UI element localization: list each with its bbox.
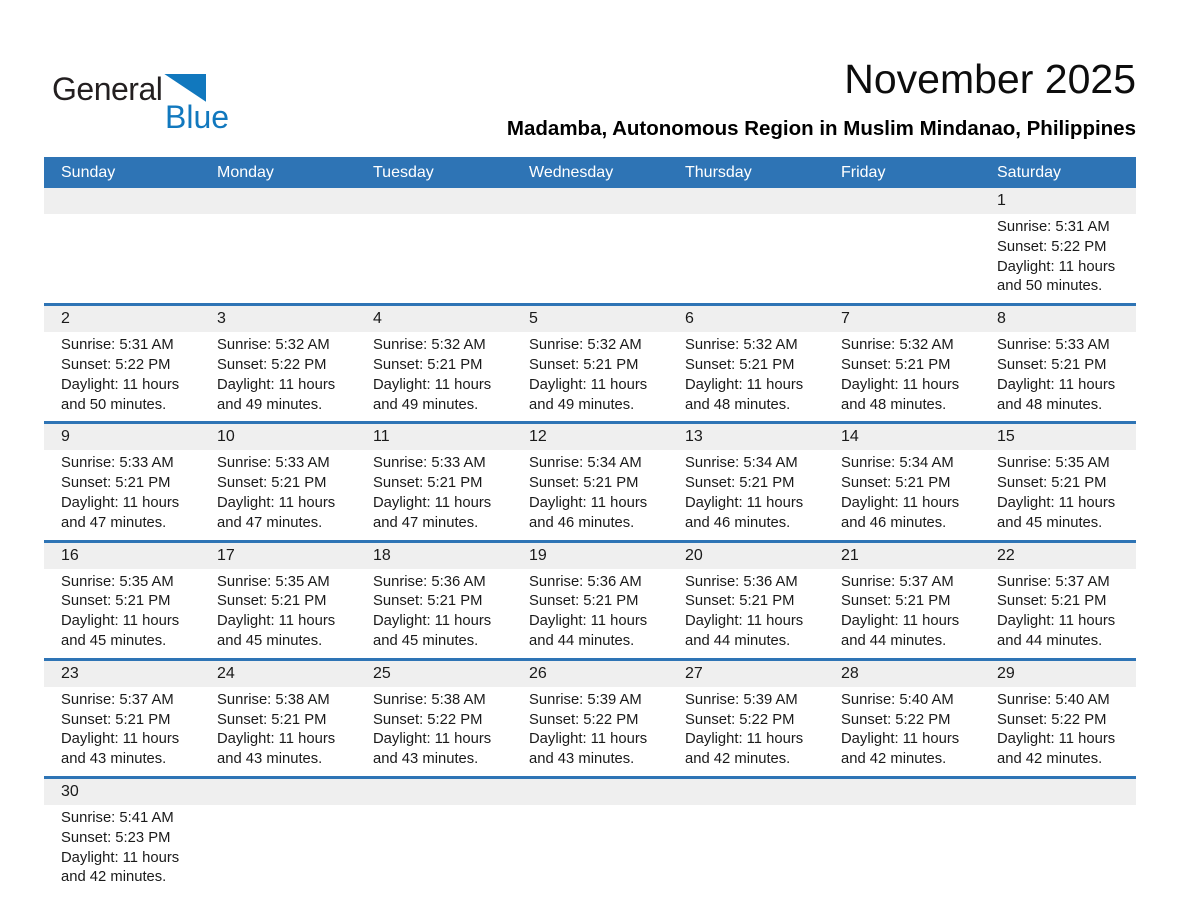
- week-row: [44, 424, 1136, 542]
- day-number: [44, 188, 200, 214]
- detail-line: Sunset: 5:22 PM: [841, 711, 951, 728]
- empty-cell: [512, 779, 668, 894]
- detail-line: Daylight: 11 hours: [373, 494, 492, 511]
- detail-line: Sunset: 5:21 PM: [685, 356, 795, 373]
- detail-line: Sunrise: 5:38 AM: [373, 691, 486, 708]
- day-number: [512, 779, 668, 805]
- detail-line: Sunset: 5:21 PM: [685, 593, 795, 610]
- detail-line: Sunrise: 5:34 AM: [841, 455, 954, 472]
- day-cell: [512, 424, 668, 539]
- detail-line: Daylight: 11 hours: [997, 731, 1116, 748]
- day-cell: [668, 424, 824, 539]
- day-number: 16: [44, 543, 200, 569]
- day-number: 23: [44, 661, 200, 687]
- day-cell: [200, 424, 356, 539]
- detail-line: Daylight: 11 hours: [685, 613, 804, 630]
- day-number: 11: [356, 424, 512, 450]
- detail-line: Daylight: 11 hours: [61, 376, 180, 393]
- day-number: 3: [200, 306, 356, 332]
- day-cell: [980, 543, 1136, 658]
- detail-line: Sunset: 5:21 PM: [373, 356, 483, 373]
- detail-line: Sunset: 5:21 PM: [61, 711, 171, 728]
- day-number: 24: [200, 661, 356, 687]
- detail-line: Daylight: 11 hours: [61, 494, 180, 511]
- detail-line: and 44 minutes.: [529, 632, 635, 649]
- detail-line: Sunset: 5:22 PM: [997, 238, 1107, 255]
- location-subtitle: Madamba, Autonomous Region in Muslim Mindanao, Philippines: [506, 117, 1136, 140]
- day-cell: [980, 661, 1136, 776]
- empty-cell: [824, 188, 980, 303]
- detail-line: and 43 minutes.: [529, 751, 635, 768]
- detail-line: Sunrise: 5:35 AM: [217, 573, 330, 590]
- day-details: [356, 450, 512, 539]
- detail-line: and 47 minutes.: [61, 514, 167, 531]
- day-details: [44, 332, 200, 421]
- detail-line: Daylight: 11 hours: [685, 494, 804, 511]
- day-number: [980, 779, 1136, 805]
- day-cell: [980, 306, 1136, 421]
- day-number: 27: [668, 661, 824, 687]
- day-details: [512, 687, 668, 776]
- day-cell: [668, 661, 824, 776]
- detail-line: Daylight: 11 hours: [529, 613, 648, 630]
- day-cell: [824, 543, 980, 658]
- day-details: [356, 332, 512, 421]
- detail-line: Daylight: 11 hours: [61, 849, 180, 866]
- weekday-header-cell: Saturday: [997, 163, 1062, 181]
- day-details: [200, 450, 356, 539]
- day-number: 30: [44, 779, 200, 805]
- detail-line: Sunrise: 5:32 AM: [841, 337, 954, 354]
- empty-cell: [200, 779, 356, 894]
- weekday-header-cell: Sunday: [61, 163, 116, 181]
- detail-line: and 45 minutes.: [217, 632, 323, 649]
- day-cell: [668, 543, 824, 658]
- day-cell: [44, 306, 200, 421]
- calendar-table: [44, 157, 1136, 894]
- day-number: 20: [668, 543, 824, 569]
- detail-line: Sunrise: 5:33 AM: [373, 455, 486, 472]
- day-cell: [44, 424, 200, 539]
- day-cell: [200, 543, 356, 658]
- day-details: [44, 805, 200, 894]
- detail-line: Daylight: 11 hours: [841, 376, 960, 393]
- detail-line: Sunrise: 5:39 AM: [685, 691, 798, 708]
- weekday-header-row: [44, 157, 1136, 188]
- detail-line: Sunrise: 5:33 AM: [61, 455, 174, 472]
- day-cell: [356, 306, 512, 421]
- day-details: [44, 569, 200, 658]
- empty-cell: [668, 779, 824, 894]
- detail-line: and 44 minutes.: [841, 632, 947, 649]
- day-cell: [200, 661, 356, 776]
- day-cell: [512, 661, 668, 776]
- detail-line: and 50 minutes.: [997, 278, 1103, 295]
- detail-line: and 49 minutes.: [373, 396, 479, 413]
- detail-line: and 48 minutes.: [841, 396, 947, 413]
- detail-line: and 45 minutes.: [997, 514, 1103, 531]
- detail-line: Daylight: 11 hours: [217, 731, 336, 748]
- day-cell: [824, 424, 980, 539]
- detail-line: Sunrise: 5:33 AM: [997, 337, 1110, 354]
- empty-cell: [512, 188, 668, 303]
- detail-line: Sunset: 5:22 PM: [997, 711, 1107, 728]
- day-details: [44, 687, 200, 776]
- day-number: 12: [512, 424, 668, 450]
- day-details: [824, 687, 980, 776]
- day-cell: [44, 543, 200, 658]
- day-details: [512, 332, 668, 421]
- day-number: 7: [824, 306, 980, 332]
- detail-line: and 43 minutes.: [217, 751, 323, 768]
- detail-line: Sunrise: 5:34 AM: [529, 455, 642, 472]
- day-number: 26: [512, 661, 668, 687]
- detail-line: and 44 minutes.: [997, 632, 1103, 649]
- detail-line: Sunset: 5:21 PM: [529, 593, 639, 610]
- weekday-header-cell: Friday: [841, 163, 886, 181]
- day-number: 1: [980, 188, 1136, 214]
- day-details: [824, 332, 980, 421]
- detail-line: Sunset: 5:21 PM: [997, 356, 1107, 373]
- day-number: 13: [668, 424, 824, 450]
- detail-line: Daylight: 11 hours: [529, 494, 648, 511]
- day-details: [356, 569, 512, 658]
- detail-line: and 42 minutes.: [61, 869, 167, 886]
- weekday-header-cell: Monday: [217, 163, 274, 181]
- detail-line: and 45 minutes.: [373, 632, 479, 649]
- day-details: [980, 569, 1136, 658]
- day-details: [200, 332, 356, 421]
- day-cell: [824, 661, 980, 776]
- detail-line: and 46 minutes.: [529, 514, 635, 531]
- detail-line: and 42 minutes.: [841, 751, 947, 768]
- detail-line: Sunrise: 5:37 AM: [61, 691, 174, 708]
- detail-line: Sunset: 5:21 PM: [373, 475, 483, 492]
- detail-line: and 48 minutes.: [685, 396, 791, 413]
- day-details: [668, 569, 824, 658]
- detail-line: Sunset: 5:21 PM: [685, 475, 795, 492]
- day-number: 14: [824, 424, 980, 450]
- detail-line: Sunset: 5:22 PM: [217, 356, 327, 373]
- detail-line: Daylight: 11 hours: [997, 376, 1116, 393]
- day-number: [824, 779, 980, 805]
- detail-line: Sunset: 5:22 PM: [373, 711, 483, 728]
- detail-line: Daylight: 11 hours: [685, 376, 804, 393]
- detail-line: Daylight: 11 hours: [373, 376, 492, 393]
- detail-line: Sunset: 5:22 PM: [61, 356, 171, 373]
- day-details: [980, 687, 1136, 776]
- day-cell: [512, 306, 668, 421]
- day-details: [824, 569, 980, 658]
- detail-line: Sunset: 5:22 PM: [685, 711, 795, 728]
- week-row: [44, 188, 1136, 306]
- detail-line: Sunrise: 5:32 AM: [685, 337, 798, 354]
- day-number: 2: [44, 306, 200, 332]
- detail-line: Sunrise: 5:32 AM: [373, 337, 486, 354]
- empty-cell: [356, 188, 512, 303]
- day-number: 18: [356, 543, 512, 569]
- day-number: [824, 188, 980, 214]
- day-number: 9: [44, 424, 200, 450]
- day-number: 15: [980, 424, 1136, 450]
- day-number: 22: [980, 543, 1136, 569]
- day-details: [980, 450, 1136, 539]
- day-cell: [668, 306, 824, 421]
- detail-line: Daylight: 11 hours: [841, 613, 960, 630]
- detail-line: Sunrise: 5:34 AM: [685, 455, 798, 472]
- detail-line: Sunrise: 5:36 AM: [529, 573, 642, 590]
- detail-line: Daylight: 11 hours: [997, 258, 1116, 275]
- detail-line: Daylight: 11 hours: [373, 613, 492, 630]
- day-cell: [980, 424, 1136, 539]
- day-cell: [512, 543, 668, 658]
- day-cell: [824, 306, 980, 421]
- logo-text-blue: Blue: [165, 99, 230, 135]
- day-number: [668, 779, 824, 805]
- detail-line: Sunset: 5:21 PM: [841, 356, 951, 373]
- day-number: [200, 188, 356, 214]
- detail-line: Daylight: 11 hours: [997, 494, 1116, 511]
- day-cell: [356, 661, 512, 776]
- day-details: [512, 569, 668, 658]
- day-number: [512, 188, 668, 214]
- day-details: [44, 450, 200, 539]
- day-details: [512, 450, 668, 539]
- day-details: [980, 214, 1136, 303]
- day-details: [200, 569, 356, 658]
- detail-line: Daylight: 11 hours: [685, 731, 804, 748]
- weekday-header-cell: Wednesday: [529, 163, 614, 181]
- detail-line: Sunset: 5:21 PM: [997, 593, 1107, 610]
- detail-line: Sunrise: 5:31 AM: [997, 219, 1110, 235]
- detail-line: Daylight: 11 hours: [997, 613, 1116, 630]
- detail-line: Sunset: 5:21 PM: [61, 593, 171, 610]
- empty-cell: [356, 779, 512, 894]
- detail-line: Sunrise: 5:33 AM: [217, 455, 330, 472]
- detail-line: Daylight: 11 hours: [217, 494, 336, 511]
- detail-line: Sunrise: 5:37 AM: [997, 573, 1110, 590]
- empty-cell: [44, 188, 200, 303]
- detail-line: and 44 minutes.: [685, 632, 791, 649]
- day-cell: [356, 424, 512, 539]
- detail-line: Sunset: 5:21 PM: [997, 475, 1107, 492]
- day-number: 10: [200, 424, 356, 450]
- general-blue-logo: [52, 71, 312, 135]
- day-cell: [356, 543, 512, 658]
- detail-line: Sunrise: 5:32 AM: [217, 337, 330, 354]
- weekday-header-cell: Tuesday: [373, 163, 434, 181]
- detail-line: Daylight: 11 hours: [217, 613, 336, 630]
- detail-line: Sunset: 5:23 PM: [61, 829, 171, 846]
- detail-line: Sunset: 5:21 PM: [217, 593, 327, 610]
- detail-line: Sunrise: 5:36 AM: [373, 573, 486, 590]
- detail-line: Sunrise: 5:40 AM: [997, 691, 1110, 708]
- detail-line: and 46 minutes.: [841, 514, 947, 531]
- page-title: November 2025: [844, 56, 1136, 102]
- detail-line: Sunset: 5:21 PM: [529, 356, 639, 373]
- empty-cell: [668, 188, 824, 303]
- detail-line: and 45 minutes.: [61, 632, 167, 649]
- detail-line: and 42 minutes.: [685, 751, 791, 768]
- day-number: 5: [512, 306, 668, 332]
- detail-line: Daylight: 11 hours: [529, 376, 648, 393]
- detail-line: Sunrise: 5:35 AM: [61, 573, 174, 590]
- detail-line: Sunrise: 5:32 AM: [529, 337, 642, 354]
- detail-line: Sunset: 5:21 PM: [841, 475, 951, 492]
- detail-line: Sunset: 5:21 PM: [61, 475, 171, 492]
- day-number: 8: [980, 306, 1136, 332]
- day-number: 21: [824, 543, 980, 569]
- day-cell: [200, 306, 356, 421]
- day-number: 4: [356, 306, 512, 332]
- day-details: [980, 332, 1136, 421]
- detail-line: Sunrise: 5:39 AM: [529, 691, 642, 708]
- logo-text-general: General: [52, 71, 163, 107]
- detail-line: Daylight: 11 hours: [841, 494, 960, 511]
- day-details: [668, 450, 824, 539]
- day-number: 6: [668, 306, 824, 332]
- detail-line: Daylight: 11 hours: [61, 613, 180, 630]
- week-row: [44, 543, 1136, 661]
- detail-line: and 43 minutes.: [61, 751, 167, 768]
- detail-line: Sunset: 5:21 PM: [373, 593, 483, 610]
- detail-line: Sunset: 5:21 PM: [217, 711, 327, 728]
- detail-line: Sunrise: 5:38 AM: [217, 691, 330, 708]
- detail-line: and 43 minutes.: [373, 751, 479, 768]
- day-number: 29: [980, 661, 1136, 687]
- day-number: 28: [824, 661, 980, 687]
- detail-line: Sunset: 5:21 PM: [529, 475, 639, 492]
- detail-line: Sunset: 5:21 PM: [841, 593, 951, 610]
- calendar-body: [44, 188, 1136, 894]
- day-number: 17: [200, 543, 356, 569]
- detail-line: Daylight: 11 hours: [529, 731, 648, 748]
- empty-cell: [824, 779, 980, 894]
- detail-line: and 49 minutes.: [217, 396, 323, 413]
- day-number: 25: [356, 661, 512, 687]
- day-number: [356, 188, 512, 214]
- day-details: [200, 687, 356, 776]
- detail-line: Sunrise: 5:41 AM: [61, 809, 174, 826]
- day-cell: [980, 188, 1136, 303]
- logo-triangle-icon: [164, 74, 206, 102]
- detail-line: Sunrise: 5:40 AM: [841, 691, 954, 708]
- detail-line: Daylight: 11 hours: [61, 731, 180, 748]
- detail-line: Sunrise: 5:35 AM: [997, 455, 1110, 472]
- detail-line: and 49 minutes.: [529, 396, 635, 413]
- empty-cell: [980, 779, 1136, 894]
- detail-line: and 47 minutes.: [217, 514, 323, 531]
- detail-line: and 50 minutes.: [61, 396, 167, 413]
- day-details: [668, 332, 824, 421]
- detail-line: Sunrise: 5:31 AM: [61, 337, 174, 354]
- day-number: [668, 188, 824, 214]
- detail-line: and 42 minutes.: [997, 751, 1103, 768]
- detail-line: and 47 minutes.: [373, 514, 479, 531]
- empty-cell: [200, 188, 356, 303]
- day-number: 19: [512, 543, 668, 569]
- week-row: [44, 306, 1136, 424]
- day-number: [200, 779, 356, 805]
- detail-line: Sunrise: 5:36 AM: [685, 573, 798, 590]
- day-cell: [44, 661, 200, 776]
- detail-line: Daylight: 11 hours: [217, 376, 336, 393]
- week-row: [44, 779, 1136, 894]
- day-details: [824, 450, 980, 539]
- detail-line: Sunset: 5:21 PM: [217, 475, 327, 492]
- day-number: [356, 779, 512, 805]
- detail-line: and 48 minutes.: [997, 396, 1103, 413]
- detail-line: Sunset: 5:22 PM: [529, 711, 639, 728]
- detail-line: and 46 minutes.: [685, 514, 791, 531]
- week-row: [44, 661, 1136, 779]
- weekday-header-cell: Thursday: [685, 163, 752, 181]
- day-details: [356, 687, 512, 776]
- detail-line: Daylight: 11 hours: [373, 731, 492, 748]
- day-cell: [44, 779, 200, 894]
- detail-line: Sunrise: 5:37 AM: [841, 573, 954, 590]
- detail-line: Daylight: 11 hours: [841, 731, 960, 748]
- day-details: [668, 687, 824, 776]
